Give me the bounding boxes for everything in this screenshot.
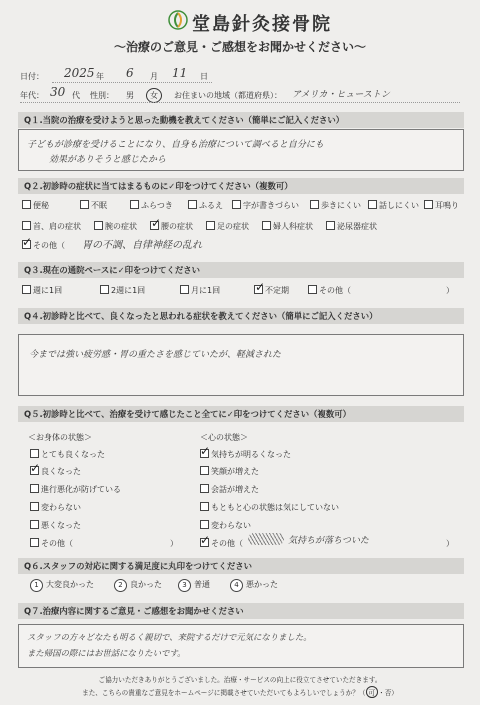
day-label: 日 — [200, 72, 208, 81]
q5-body-other-close: ） — [170, 539, 178, 548]
q5-body-other[interactable]: その他（ — [30, 538, 73, 549]
q2-other-value: 胃の不調、自律神経の乱れ — [82, 240, 202, 251]
q6-num-4: 4 — [230, 579, 243, 592]
q2-option-arm[interactable]: 腕の症状 — [94, 221, 137, 232]
q1-answer-line2: 効果がありそうと感じたから — [49, 155, 167, 165]
q6-label-3: 普通 — [194, 580, 210, 589]
q1-answer-line1: 子どもが診療を受けることになり、自身も治療について調べると自分にも — [27, 140, 324, 150]
q3-option-irregular[interactable]: 不定期 — [254, 285, 289, 296]
q2-option-tinnitus[interactable]: 耳鳴り — [424, 200, 459, 211]
q7-answer-box[interactable] — [18, 624, 464, 668]
q6-option-2[interactable] — [114, 579, 162, 592]
q6-num-1: 1 — [30, 579, 43, 592]
month-label: 月 — [150, 72, 158, 81]
q5-check-mind-other: ✓ — [200, 533, 211, 547]
q5-body-good[interactable]: 良くなった — [30, 466, 81, 477]
q6-option-3[interactable] — [178, 579, 210, 592]
address-value: アメリカ・ヒューストン — [292, 90, 390, 100]
age-suffix: 代 — [72, 91, 80, 100]
q2-option-lower-back[interactable]: 腰の症状 — [150, 221, 193, 232]
clinic-logo — [168, 10, 188, 30]
gender-label: 性別： — [90, 91, 114, 100]
q3-title: Q３.現在の通院ペースに✓印をつけてください — [18, 262, 464, 278]
clinic-name: 堂島針灸接骨院 — [192, 14, 332, 35]
q2-option-constipation[interactable]: 便秘 — [22, 200, 49, 211]
q3-option-other[interactable]: その他（ — [308, 285, 351, 296]
q4-answer: 今までは強い疲労感・胃の重たさを感じていたが、軽減された — [29, 350, 282, 360]
q3-option-weekly[interactable]: 週に1回 — [22, 285, 62, 296]
q2-option-neck-shoulder[interactable]: 首、肩の症状 — [22, 221, 81, 232]
day-value: 11 — [172, 66, 188, 80]
date-label: 日付： — [20, 72, 44, 81]
q6-num-2: 2 — [114, 579, 127, 592]
q2-option-insomnia[interactable]: 不眠 — [80, 200, 107, 211]
q2-option-other[interactable]: その他（ — [22, 240, 65, 251]
q5-body-header: ＜お身体の状態＞ — [28, 433, 92, 442]
q7-title: Q７.治療内容に関するご意見・ご感想をお聞かせください — [18, 603, 464, 619]
q3-option-monthly[interactable]: 月に1回 — [180, 285, 220, 296]
q4-answer-box[interactable] — [18, 334, 464, 396]
q5-body-prevented[interactable]: 進行悪化が防げている — [30, 484, 121, 495]
q5-mind-header: ＜心の状態＞ — [200, 433, 248, 442]
q5-body-worse[interactable]: 悪くなった — [30, 520, 81, 531]
q5-mind-unchanged[interactable]: 変わらない — [200, 520, 251, 531]
footer-close: ） — [391, 689, 398, 697]
year-label: 年 — [96, 72, 104, 81]
age-value: 30 — [50, 85, 66, 99]
q7-answer-line2: また帰国の際にはお世話になりたいです。 — [27, 648, 186, 658]
q5-mind-other[interactable]: その他（ — [200, 538, 243, 549]
info-underline — [20, 102, 460, 103]
age-label: 年代： — [20, 91, 44, 100]
q2-option-leg[interactable]: 足の症状 — [206, 221, 249, 232]
q5-body-very-good[interactable]: とても良くなった — [30, 449, 105, 460]
q7-answer-line1: スタッフの方々どなたも明るく親切で、来院するだけで元気になりました。 — [27, 632, 312, 642]
footer-no[interactable]: 否 — [384, 689, 392, 697]
q2-option-urology[interactable]: 泌尿器症状 — [326, 221, 377, 232]
q6-option-1[interactable] — [30, 579, 94, 592]
q3-check-irregular: ✓ — [255, 280, 266, 294]
month-value: 6 — [126, 66, 134, 80]
q2-title: Q２.初診時の症状に当てはまるものに✓印をつけてください（複数可） — [18, 178, 464, 194]
gender-female[interactable]: 女 — [146, 88, 162, 103]
q5-mind-more-smiles[interactable]: 笑顔が増えた — [200, 466, 259, 477]
q6-label-2: 良かった — [130, 580, 162, 589]
q5-body-unchanged[interactable]: 変わらない — [30, 502, 81, 513]
clinic-logo-icon — [168, 10, 188, 30]
q2-option-gynecology[interactable]: 婦人科症状 — [262, 221, 313, 232]
footer-permission — [0, 686, 480, 698]
q5-mind-scribble — [248, 533, 284, 545]
q2-check-lower-back: ✓ — [151, 216, 162, 230]
q1-title: Q１.当院の治療を受けようと思った動機を教えてください（簡単にご記入ください） — [18, 112, 464, 128]
q1-answer-box[interactable] — [18, 129, 464, 171]
q5-title: Q５.初診時と比べて、治療を受けて感じたこと全てに✓印をつけてください（複数可） — [18, 406, 464, 422]
q5-mind-other-value: 気持ちが落ちついた — [288, 536, 369, 546]
q2-option-dizziness[interactable]: ふらつき — [130, 200, 173, 211]
gender-male[interactable]: 男 — [126, 91, 134, 100]
q2-option-walking[interactable]: 歩きにくい — [310, 200, 361, 211]
q6-num-3: 3 — [178, 579, 191, 592]
footer-thanks: ご協力いただきありがとうございました。治療・サービスの向上に役立てさせていただきます。 — [98, 676, 382, 684]
q3-option-biweekly[interactable]: 2週に1回 — [100, 285, 145, 296]
q4-title: Q４.初診時と比べて、良くなったと思われる症状を教えてください（簡単にご記入ください） — [18, 308, 464, 324]
q6-label-1: 大変良かった — [46, 580, 94, 589]
q5-mind-other-close: ） — [446, 539, 454, 548]
q6-option-4[interactable] — [230, 579, 278, 592]
q5-mind-brighter[interactable]: 気持ちが明るくなった — [200, 449, 291, 460]
q2-option-writing[interactable]: 字が書きづらい — [232, 200, 299, 211]
q2-option-tremor[interactable]: ふるえ — [188, 200, 223, 211]
date-underline — [52, 82, 212, 83]
q5-mind-not-concerned[interactable]: もともと心の状態は気にしていない — [200, 502, 339, 513]
footer-permission-text: また、こちらの貴重なご意見をホームページに掲載させていただいてもよろしいでしょうか？（ — [82, 689, 366, 697]
q6-title: Q６.スタッフの対応に関する満足度に丸印をつけてください — [18, 558, 464, 574]
q5-mind-more-conversation[interactable]: 会話が増えた — [200, 484, 259, 495]
footer-sep: ・ — [378, 689, 385, 697]
q2-check-other: ✓ — [22, 235, 33, 249]
q2-option-speaking[interactable]: 話しにくい — [368, 200, 419, 211]
footer-yes[interactable]: 可 — [366, 686, 379, 698]
q5-check-body-good: ✓ — [30, 461, 41, 475]
q6-label-4: 悪かった — [246, 580, 278, 589]
address-label: お住まいの地域（都道府県）： — [174, 91, 282, 100]
q5-check-mind-brighter: ✓ — [200, 444, 211, 458]
year-value: 2025 — [64, 66, 95, 80]
form-subtitle: 〜治療のご意見・ご感想をお聞かせください〜 — [113, 40, 366, 54]
q3-other-close: ） — [446, 286, 454, 295]
